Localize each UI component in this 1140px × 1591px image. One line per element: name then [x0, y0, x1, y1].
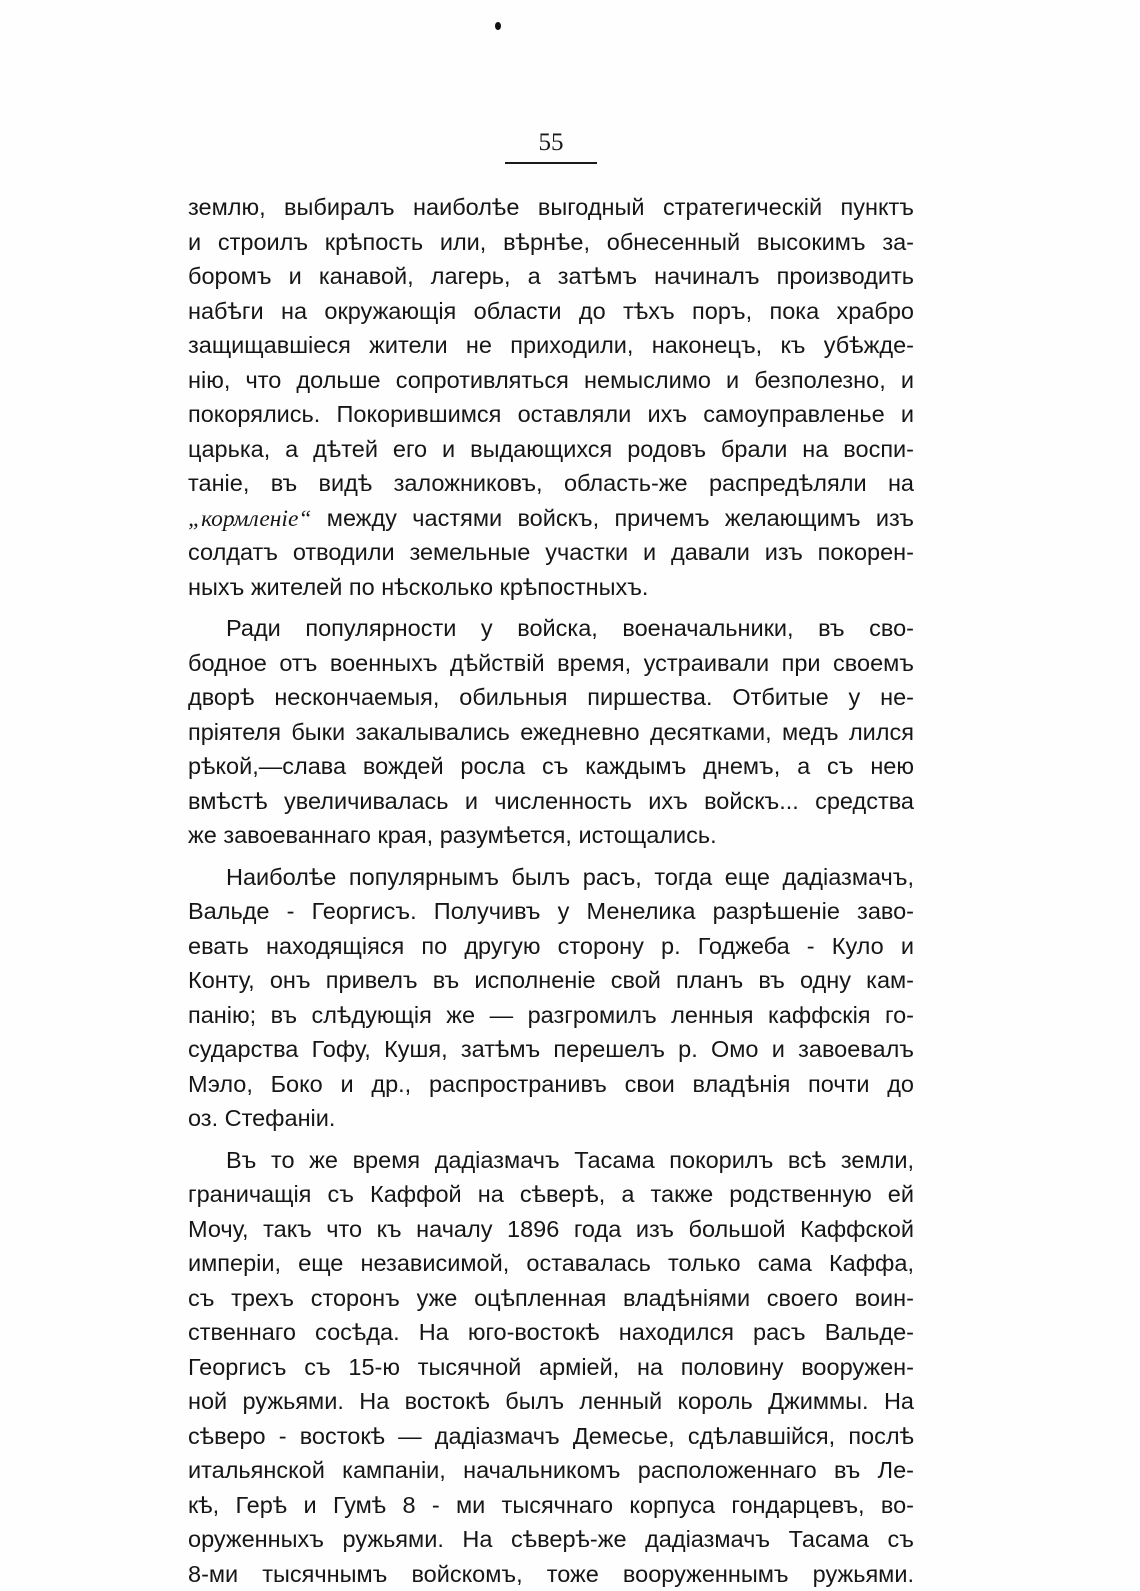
text-line: оруженныхъ ружьями. На сѣверѣ-же дадіазмачъ Тасама съ [188, 1522, 914, 1557]
text-line: землю, выбиралъ наиболѣе выгодный стратегическій пунктъ [188, 190, 914, 225]
text-line: оз. Стефаніи. [188, 1101, 914, 1136]
text-line: дворѣ нескончаемыя, обильныя пиршества. Отбитые у не- [188, 680, 914, 715]
text-line: и строилъ крѣпость или, вѣрнѣе, обнесенный высокимъ за- [188, 225, 914, 260]
print-dot-mark [495, 22, 501, 30]
text-line: 8-ми тысячнымъ войскомъ, тоже вооруженнымъ ружьями. [188, 1557, 914, 1591]
text-line: набѣги на окружающія области до тѣхъ поръ, пока храбро [188, 294, 914, 329]
text-line: имперіи, еще независимой, оставалась только сама Каффа, [188, 1246, 914, 1281]
text-line: пріятеля быки закалывались ежедневно десятками, медъ лился [188, 715, 914, 750]
text-line: Вальде - Георгисъ. Получивъ у Менелика разрѣшеніе заво- [188, 894, 914, 929]
text-line: Мочу, такъ что къ началу 1896 года изъ большой Каффской [188, 1212, 914, 1247]
text-line: боромъ и канавой, лагерь, а затѣмъ начиналъ производить [188, 259, 914, 294]
text-line: рѣкой,—слава вождей росла съ каждымъ днемъ, а съ нею [188, 749, 914, 784]
paragraph-4 [188, 1143, 914, 1591]
paragraph-2 [188, 611, 914, 853]
text-line-with-italic [188, 501, 914, 536]
text-line: таніе, въ видѣ заложниковъ, область-же распредѣляли на [188, 466, 914, 501]
text-line: бодное отъ военныхъ дѣйствій время, устраивали при своемъ [188, 646, 914, 681]
page-number-rule [505, 162, 597, 164]
text-body [188, 190, 914, 1591]
text-line: граничащія съ Каффой на сѣверѣ, а также родственную ей [188, 1177, 914, 1212]
paragraph-1 [188, 190, 914, 604]
text-line: нію, что дольше сопротивляться немыслимо и безполезно, и [188, 363, 914, 398]
text-line: Конту, онъ привелъ въ исполненіе свой планъ въ одну кам- [188, 963, 914, 998]
text-line: покорялись. Покорившимся оставляли ихъ самоуправленье и [188, 397, 914, 432]
italic-term: „кормленіе“ [188, 506, 311, 532]
text-line: защищавшіеся жители не приходили, наконецъ, къ убѣжде- [188, 328, 914, 363]
text-line: вмѣстѣ увеличивалась и численность ихъ войскъ... средства [188, 784, 914, 819]
text-line: царька, а дѣтей его и выдающихся родовъ брали на воспи- [188, 432, 914, 467]
page-number: 55 [505, 128, 597, 158]
text-line: сѣверо - востокѣ — дадіазмачъ Демесье, сдѣлавшійся, послѣ [188, 1419, 914, 1454]
text-line: итальянской кампаніи, начальникомъ расположеннаго въ Ле- [188, 1453, 914, 1488]
text-line: Мэло, Боко и др., распространивъ свои владѣнія почти до [188, 1067, 914, 1102]
text-line: же завоеваннаго края, разумѣется, истощались. [188, 818, 914, 853]
text-line: Въ то же время дадіазмачъ Тасама покорилъ всѣ земли, [188, 1143, 914, 1178]
text-line: кѣ, Герѣ и Гумѣ 8 - ми тысячнаго корпуса гондарцевъ, во- [188, 1488, 914, 1523]
paragraph-3 [188, 860, 914, 1136]
text-line: ственнаго сосѣда. На юго-востокѣ находился расъ Вальде- [188, 1315, 914, 1350]
text-line: панію; въ слѣдующія же — разгромилъ ленныя каффскія го- [188, 998, 914, 1033]
text-line: сударства Гофу, Кушя, затѣмъ перешелъ р. Омо и завоевалъ [188, 1032, 914, 1067]
text-line: Наиболѣе популярнымъ былъ расъ, тогда еще дадіазмачъ, [188, 860, 914, 895]
text-line: Ради популярности у войска, военачальники, въ сво- [188, 611, 914, 646]
text-line: Георгисъ съ 15-ю тысячной арміей, на половину вооружен- [188, 1350, 914, 1385]
text-line: съ трехъ сторонъ уже оцѣпленная владѣніями своего воин- [188, 1281, 914, 1316]
text-line: солдатъ отводили земельные участки и давали изъ покорен- [188, 535, 914, 570]
text-line: ной ружьями. На востокѣ былъ ленный король Джиммы. На [188, 1384, 914, 1419]
text-line: евать находящіяся по другую сторону р. Годжеба - Куло и [188, 929, 914, 964]
text-line-rest: между частями войскъ, причемъ желающимъ изъ [311, 505, 914, 531]
text-line: ныхъ жителей по нѣсколько крѣпостныхъ. [188, 570, 914, 605]
